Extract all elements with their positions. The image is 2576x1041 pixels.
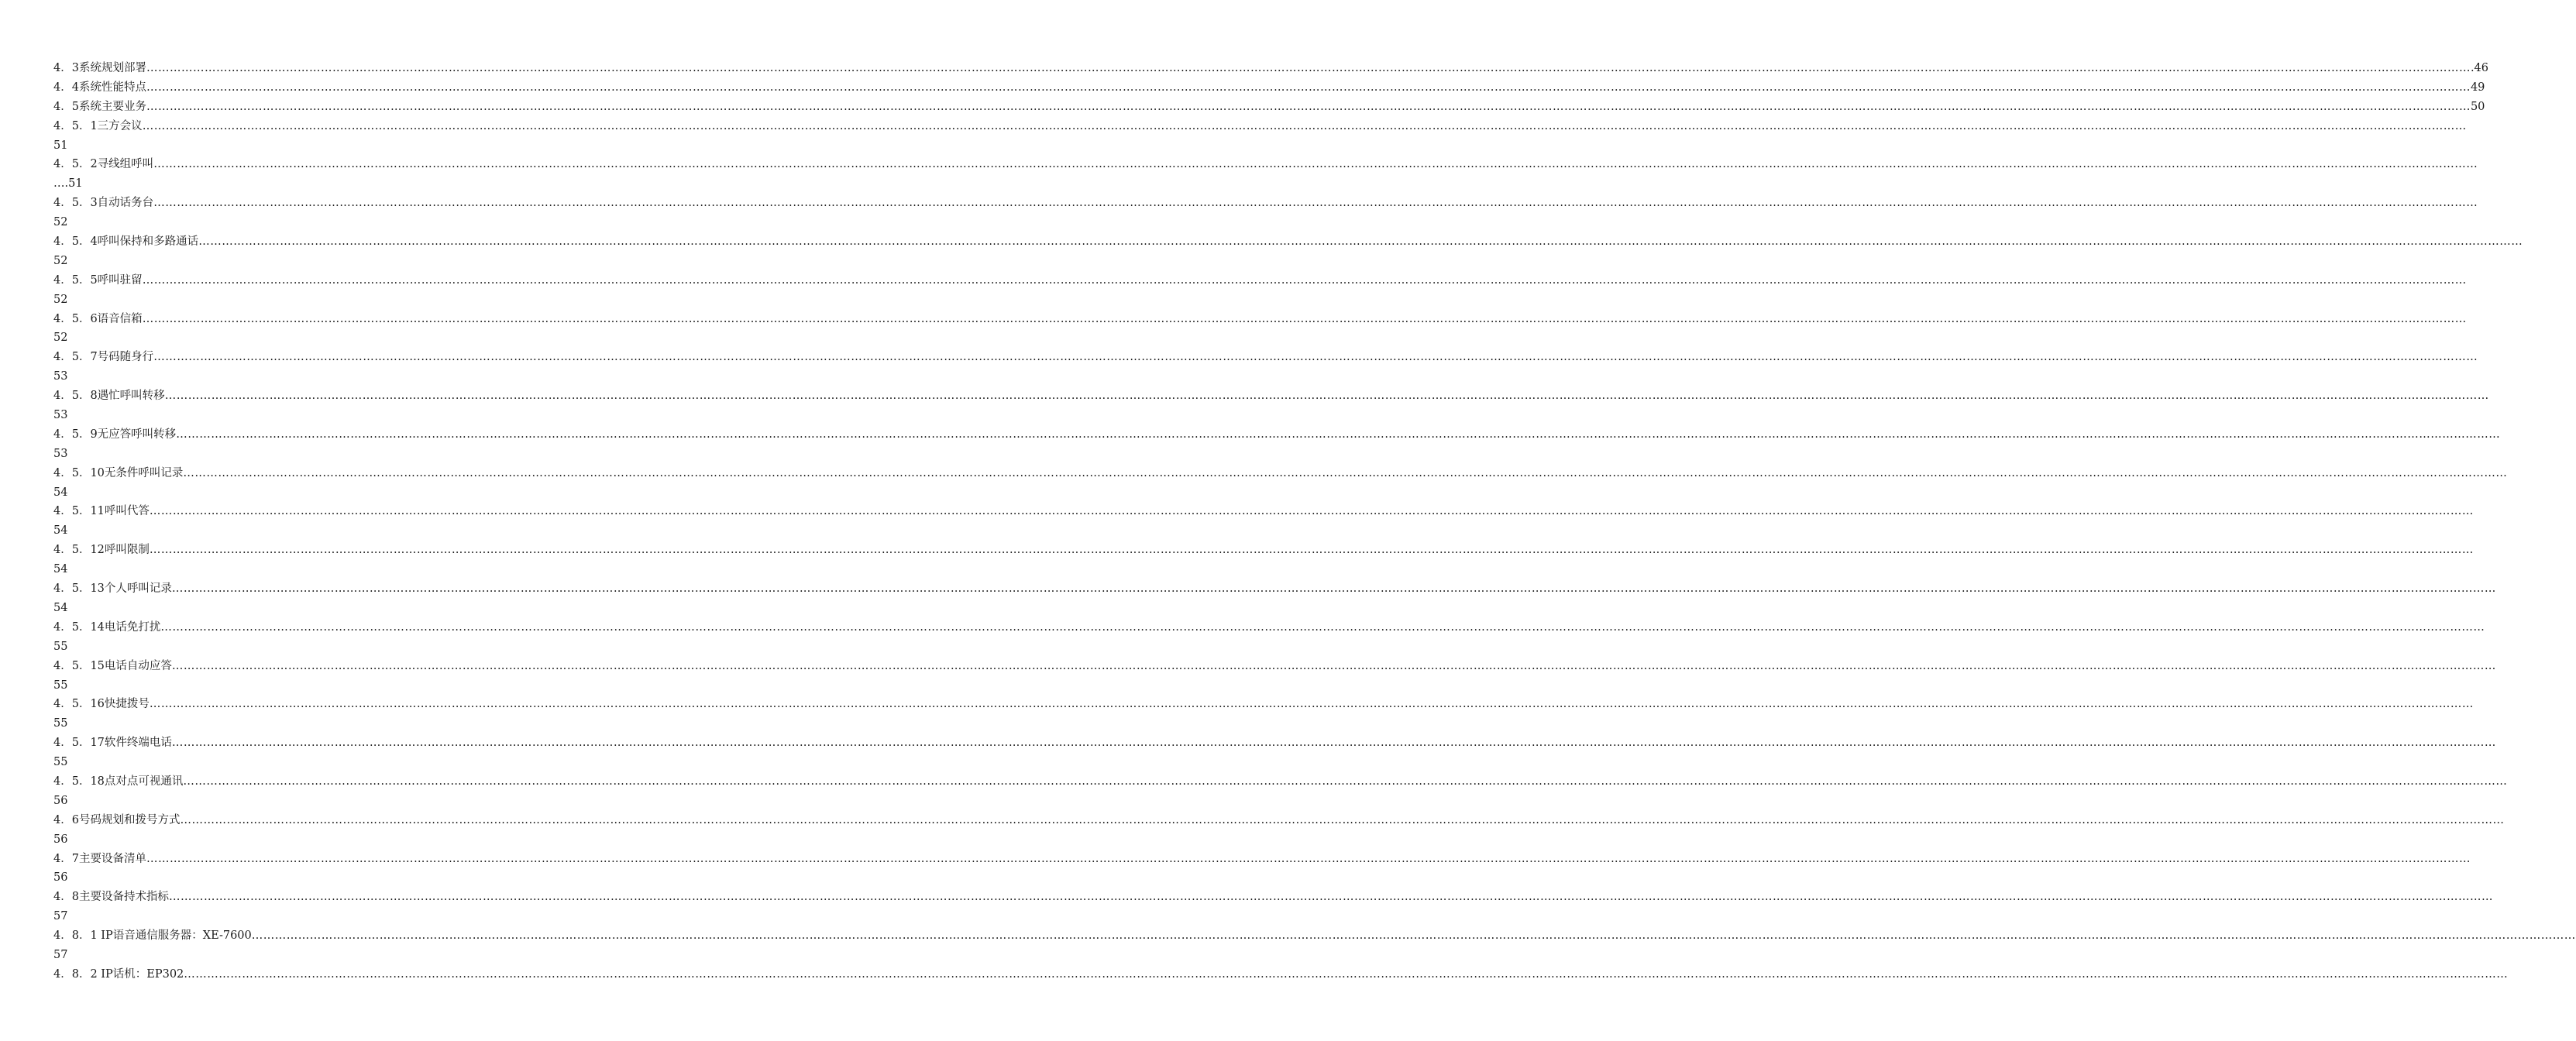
dot-leader: …………………………………………………………………………………………………………………………………………………………………………………………………………………………………………………………………………………………………………………………………………………………………………………………………………………………………………………………………………………………………………………………………………………… [183, 775, 2508, 788]
dot-leader: …………………………………………………………………………………………………………………………………………………………………………………………………………………………………………………………………………………………………………………………………………………………………………………………………………………………………………………………………………………………………………………………………………………… [171, 582, 2496, 596]
toc-entry[interactable] [53, 78, 2485, 98]
toc-page-number: 55 [53, 756, 68, 769]
toc-entry[interactable] [53, 965, 2509, 984]
toc-entry-title: 4．5．16快捷拨号 [53, 698, 150, 711]
toc-entry[interactable] [53, 98, 2485, 117]
toc-page-number: 53 [53, 370, 68, 383]
toc-entry[interactable] [53, 425, 2501, 445]
toc-entry-title: 4．4系统性能特点 [53, 81, 146, 94]
toc-entry-title: 4．5．10无条件呼叫记录 [53, 466, 184, 479]
toc-entry[interactable] [53, 811, 2505, 830]
dot-leader: …………………………………………………………………………………………………………………………………………………………………………………………………………………………………………………………………………………………………………………………………………………………………………………………………………………………………………………………………………………………………………………………………………………… [146, 62, 2471, 74]
toc-page-number: 52 [53, 293, 68, 306]
toc-entry-title: 4．5．1三方会议 [53, 119, 143, 132]
toc-page-number: 56 [53, 871, 68, 885]
toc-entry[interactable] [53, 387, 2489, 406]
toc-page-number: 55 [53, 640, 68, 653]
toc-page-number: 50 [2470, 100, 2485, 113]
toc-entry-title: 4．5．12呼叫限制 [53, 544, 150, 557]
toc-entry[interactable] [53, 850, 2471, 869]
toc-page-number: 54 [53, 524, 68, 538]
toc-page-number: 56 [53, 833, 68, 846]
toc-entry[interactable] [53, 541, 2474, 560]
toc-entry-title: 4．5．18点对点可视通讯 [53, 775, 184, 788]
toc-entry-title: 4．5．2寻线组呼叫 [53, 158, 154, 171]
toc-entry[interactable] [53, 348, 2478, 367]
dot-leader: …………………………………………………………………………………………………………………………………………………………………………………………………………………………………………………………………………………………………………………………………………………………………………………………………………………………………………………………………………………………………………………………………………………… [198, 235, 2523, 249]
toc-entry-title: 4．8主要设备持术指标 [53, 891, 169, 904]
toc-page-number: 53 [53, 409, 68, 422]
dot-leader: …………………………………………………………………………………………………………………………………………………………………………………………………………………………………………………………………………………………………………………………………………………………………………………………………………………………………………………………………………………………………………………………………………………… [176, 428, 2501, 441]
toc-entry-title: 4．5．9无应答呼叫转移 [53, 428, 177, 441]
toc-entry-title: 4．6号码规划和拨号方式 [53, 813, 181, 826]
toc-entry[interactable] [53, 926, 2576, 946]
dot-leader: …………………………………………………………………………………………………………………………………………………………………………………………………………………………………………………………………………………………………………………………………………………………………………………………………………………………………………………………………………………………………………………………………………………… [142, 312, 2467, 325]
toc-entry[interactable] [53, 464, 2508, 483]
toc-entry[interactable] [53, 618, 2485, 637]
toc-page-number: 51 [53, 139, 68, 152]
toc-entry[interactable] [53, 117, 2467, 136]
toc-entry[interactable] [53, 271, 2467, 290]
toc-page-number: .46 [2470, 62, 2489, 74]
toc-page-number: 52 [53, 332, 68, 345]
dot-leader: …………………………………………………………………………………………………………………………………………………………………………………………………………………………………………………………………………………………………………………………………………………………………………………………………………………………………………………………………………………………………………………………………………………… [142, 273, 2467, 287]
toc-entry-title: 4．5．13个人呼叫记录 [53, 582, 172, 596]
toc-entry-title: 4．5．3自动话务台 [53, 197, 154, 210]
toc-page-number: 54 [53, 486, 68, 499]
toc-entry[interactable] [53, 232, 2523, 252]
toc-page-number: 55 [53, 717, 68, 730]
dot-leader: …………………………………………………………………………………………………………………………………………………………………………………………………………………………………………………………………………………………………………………………………………………………………………………………………………………………………………………………………………………………………………………………………………………… [171, 737, 2496, 750]
toc-page-number: 53 [53, 447, 68, 460]
toc-entry[interactable] [53, 772, 2508, 792]
toc-page-number: 55 [53, 679, 68, 692]
table-of-contents [53, 59, 2576, 984]
dot-leader: …………………………………………………………………………………………………………………………………………………………………………………………………………………………………………………………………………………………………………………………………………………………………………………………………………………………………………………………………………………………………………………………………………………… [146, 81, 2471, 94]
toc-entry-title: 4．8．2 IP话机：EP302 [53, 967, 184, 981]
toc-page-number: 52 [53, 216, 68, 229]
toc-page-number: ….51 [53, 177, 83, 191]
toc-page-number: 52 [53, 254, 68, 267]
dot-leader: …………………………………………………………………………………………………………………………………………………………………………………………………………………………………………………………………………………………………………………………………………………………………………………………………………………………………………………………………………………………………………………………………………………… [160, 620, 2485, 634]
toc-entry[interactable] [53, 59, 2489, 78]
dot-leader: …………………………………………………………………………………………………………………………………………………………………………………………………………………………………………………………………………………………………………………………………………………………………………………………………………………………………………………………………………………………………………………………………………………… [149, 505, 2474, 518]
toc-entry-title: 4．5．6语音信箱 [53, 312, 143, 325]
toc-entry-title: 4．5．8遇忙呼叫转移 [53, 390, 165, 403]
toc-page-number: 57 [53, 948, 68, 961]
toc-entry-title: 4．5．4呼叫保持和多路通话 [53, 235, 199, 249]
toc-page-number: 56 [53, 794, 68, 807]
toc-entry-title: 4．5．11呼叫代答 [53, 505, 150, 518]
toc-entry[interactable] [53, 310, 2467, 329]
toc-page-number: 54 [53, 563, 68, 576]
toc-entry-title: 4．5．7号码随身行 [53, 351, 154, 364]
dot-leader: …………………………………………………………………………………………………………………………………………………………………………………………………………………………………………………………………………………………………………………………………………………………………………………………………………………………………………………………………………………………………………………………………………………… [180, 813, 2505, 826]
toc-entry-title: 4．7主要设备清单 [53, 852, 146, 865]
toc-entry-title: 4．3系统规划部署 [53, 62, 146, 74]
dot-leader: …………………………………………………………………………………………………………………………………………………………………………………………………………………………………………………………………………………………………………………………………………………………………………………………………………………………………………………………………………………………………………………………………………………… [251, 929, 2576, 943]
dot-leader: …………………………………………………………………………………………………………………………………………………………………………………………………………………………………………………………………………………………………………………………………………………………………………………………………………………………………………………………………………………………………………………………………………………… [153, 351, 2478, 364]
dot-leader: …………………………………………………………………………………………………………………………………………………………………………………………………………………………………………………………………………………………………………………………………………………………………………………………………………………………………………………………………………………………………………………………………………………… [146, 852, 2471, 865]
toc-entry[interactable] [53, 657, 2496, 676]
dot-leader: …………………………………………………………………………………………………………………………………………………………………………………………………………………………………………………………………………………………………………………………………………………………………………………………………………………………………………………………………………………………………………………………………………………… [146, 100, 2471, 113]
toc-page-number: 49 [2470, 81, 2485, 94]
toc-entry-title: 4．5．15电话自动应答 [53, 659, 172, 672]
toc-entry[interactable] [53, 734, 2496, 753]
dot-leader: …………………………………………………………………………………………………………………………………………………………………………………………………………………………………………………………………………………………………………………………………………………………………………………………………………………………………………………………………………………………………………………………………………………… [153, 158, 2478, 171]
toc-entry-title: 4．8．1 IP语音通信服务器：XE-7600 [53, 929, 252, 943]
dot-leader: …………………………………………………………………………………………………………………………………………………………………………………………………………………………………………………………………………………………………………………………………………………………………………………………………………………………………………………………………………………………………………………………………………………… [183, 466, 2508, 479]
toc-entry-title: 4．5．14电话免打扰 [53, 620, 161, 634]
toc-entry[interactable] [53, 155, 2478, 174]
toc-entry[interactable] [53, 888, 2493, 907]
toc-entry[interactable] [53, 579, 2496, 599]
toc-entry[interactable] [53, 194, 2478, 213]
toc-entry[interactable] [53, 695, 2474, 714]
dot-leader: …………………………………………………………………………………………………………………………………………………………………………………………………………………………………………………………………………………………………………………………………………………………………………………………………………………………………………………………………………………………………………………………………………………… [142, 119, 2467, 132]
dot-leader: …………………………………………………………………………………………………………………………………………………………………………………………………………………………………………………………………………………………………………………………………………………………………………………………………………………………………………………………………………………………………………………………………………………… [149, 544, 2474, 557]
dot-leader: …………………………………………………………………………………………………………………………………………………………………………………………………………………………………………………………………………………………………………………………………………………………………………………………………………………………………………………………………………………………………………………………………………………… [149, 698, 2474, 711]
toc-entry-title: 4．5．5呼叫驻留 [53, 273, 143, 287]
dot-leader: …………………………………………………………………………………………………………………………………………………………………………………………………………………………………………………………………………………………………………………………………………………………………………………………………………………………………………………………………………………………………………………………………………………… [184, 967, 2509, 981]
toc-entry[interactable] [53, 502, 2474, 521]
toc-entry-title: 4．5系统主要业务 [53, 100, 146, 113]
toc-entry-title: 4．5．17软件终端电话 [53, 737, 172, 750]
toc-page-number: 54 [53, 601, 68, 614]
dot-leader: …………………………………………………………………………………………………………………………………………………………………………………………………………………………………………………………………………………………………………………………………………………………………………………………………………………………………………………………………………………………………………………………………………………… [153, 197, 2478, 210]
dot-leader: …………………………………………………………………………………………………………………………………………………………………………………………………………………………………………………………………………………………………………………………………………………………………………………………………………………………………………………………………………………………………………………………………………………… [168, 891, 2493, 904]
dot-leader: …………………………………………………………………………………………………………………………………………………………………………………………………………………………………………………………………………………………………………………………………………………………………………………………………………………………………………………………………………………………………………………………………………………… [171, 659, 2496, 672]
toc-page-number: 57 [53, 910, 68, 923]
dot-leader: …………………………………………………………………………………………………………………………………………………………………………………………………………………………………………………………………………………………………………………………………………………………………………………………………………………………………………………………………………………………………………………………………………………… [164, 390, 2489, 403]
